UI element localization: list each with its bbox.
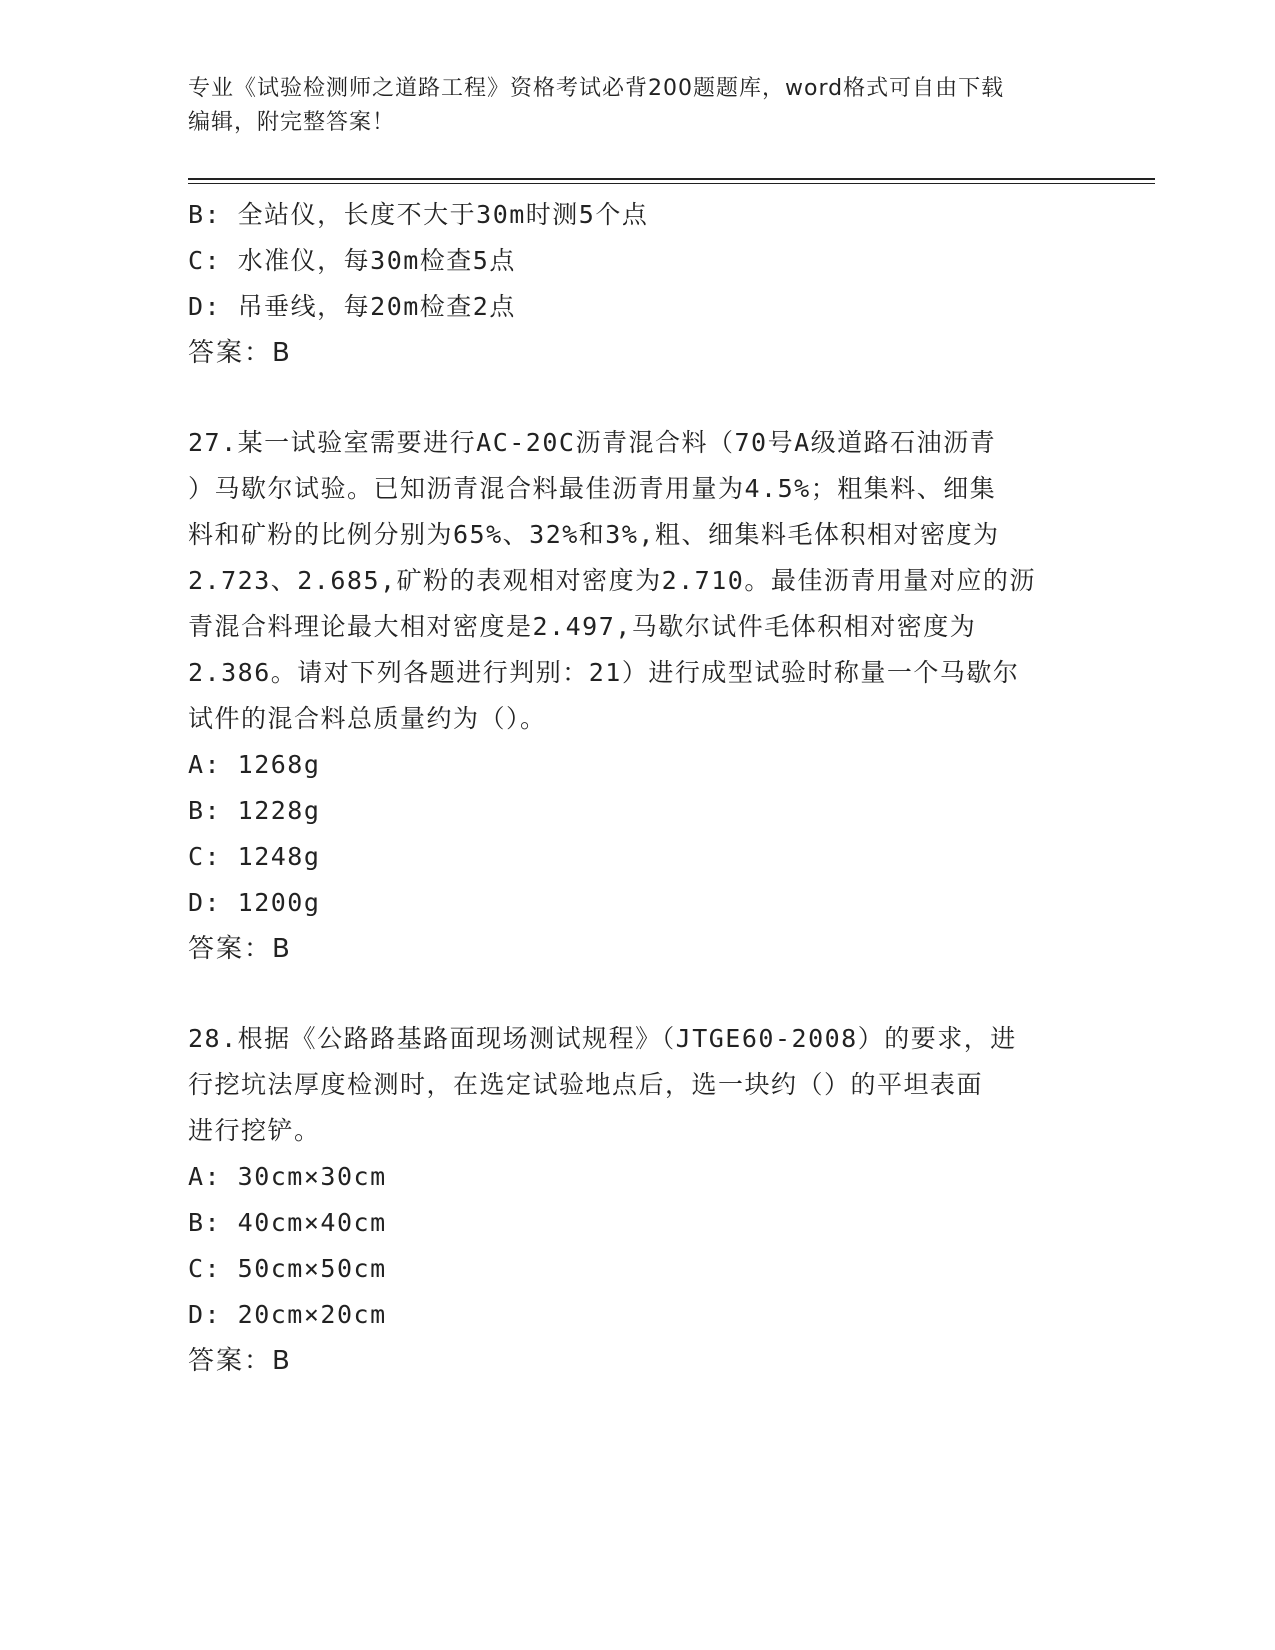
header-title-line-2: 编辑，附完整答案！ — [188, 110, 396, 135]
q26-option-c: C: 水准仪，每30m检查5点 — [188, 246, 516, 275]
q27-option-d: D: 1200g — [188, 888, 321, 917]
q27-stem-line: 27.某一试验室需要进行AC-20C沥青混合料（70号A级道路石油沥青 — [188, 428, 997, 457]
question-26-tail — [188, 192, 1088, 376]
header-divider-thin — [188, 183, 1155, 184]
q26-answer: 答案：B — [188, 338, 292, 368]
q28-stem-line: 行挖坑法厚度检测时，在选定试验地点后，选一块约（）的平坦表面 — [188, 1070, 984, 1099]
question-27 — [188, 420, 1088, 972]
q27-stem-line: 2.386。请对下列各题进行判别：21）进行成型试验时称量一个马歇尔 — [188, 658, 1020, 687]
spacer — [188, 376, 1088, 420]
q28-option-c: C: 50cm×50cm — [188, 1254, 387, 1283]
q26-option-b: B: 全站仪，长度不大于30m时测5个点 — [188, 200, 649, 229]
spacer — [188, 972, 1088, 1016]
q27-stem-line: ）马歇尔试验。已知沥青混合料最佳沥青用量为4.5%；粗集料、细集 — [188, 474, 997, 503]
q28-option-a: A: 30cm×30cm — [188, 1162, 387, 1191]
header-title-line-1: 专业《试验检测师之道路工程》资格考试必背200题题库，word格式可自由下载 — [188, 76, 1005, 101]
page-header — [188, 72, 1088, 140]
q27-stem-line: 试件的混合料总质量约为（）。 — [188, 704, 547, 733]
question-content — [188, 192, 1088, 1384]
q28-stem-line: 进行挖铲。 — [188, 1116, 321, 1145]
q27-stem-line: 料和矿粉的比例分别为65%、32%和3%,粗、细集料毛体积相对密度为 — [188, 520, 1000, 549]
q26-option-d: D: 吊垂线，每20m检查2点 — [188, 292, 516, 321]
q28-stem-line: 28.根据《公路路基路面现场测试规程》（JTGE60-2008）的要求，进 — [188, 1024, 1017, 1053]
q27-stem-line: 青混合料理论最大相对密度是2.497,马歇尔试件毛体积相对密度为 — [188, 612, 977, 641]
q27-stem-line: 2.723、2.685,矿粉的表观相对密度为2.710。最佳沥青用量对应的沥 — [188, 566, 1036, 595]
q27-option-b: B: 1228g — [188, 796, 321, 825]
q28-option-b: B: 40cm×40cm — [188, 1208, 387, 1237]
q27-answer: 答案：B — [188, 934, 292, 964]
q27-option-c: C: 1248g — [188, 842, 321, 871]
header-divider-thick — [188, 178, 1155, 180]
q28-option-d: D: 20cm×20cm — [188, 1300, 387, 1329]
q27-option-a: A: 1268g — [188, 750, 321, 779]
question-28 — [188, 1016, 1088, 1384]
q28-answer: 答案：B — [188, 1346, 292, 1376]
